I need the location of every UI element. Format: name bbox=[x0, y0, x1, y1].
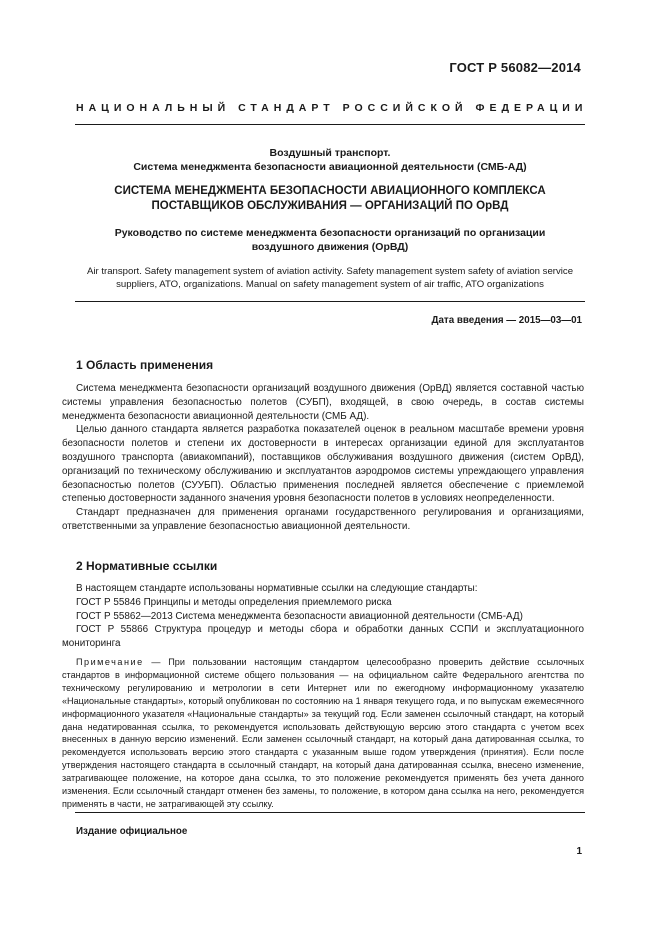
section-1-paragraph-2: Целью данного стандарта является разработка показателей оценок в реальном масштабе времени уровня безопасности полетов и степени их достоверности в интересах организации единой для эксплуатантов воздушного транспорта (авиакомпаний), поставщиков обслуживания воздушного движения (систем ОрВД), организаций по техническому обслуживанию и эксплуатантов аэродромов системы упреждающего управления безопасностью полетов (СУУБП). Областью применения последней является обеспечение с приемлемой степенью достоверности заданного значения уровня безопасности полетов в условиях неопределенности. bbox=[62, 424, 584, 505]
title-line-1: Воздушный транспорт. bbox=[269, 147, 391, 159]
title-sub-line-2: воздушного движения (ОрВД) bbox=[251, 241, 409, 253]
header-rule bbox=[75, 124, 585, 125]
reference-3: ГОСТ Р 55866 Структура процедур и методы сбора и обработки данных ССПИ и эксплуатационного мониторинга bbox=[62, 624, 584, 650]
section-1-paragraph-3: Стандарт предназначен для применения органами государственного регулирования и организациями, ответственными за управление безопасностью авиационной деятельности. bbox=[62, 507, 584, 532]
title-sub-line-1: Руководство по системе менеджмента безопасности организаций по организации bbox=[114, 227, 546, 239]
title-rule bbox=[75, 301, 585, 302]
reference-1: ГОСТ Р 55846 Принципы и методы определения приемлемого риска bbox=[76, 596, 392, 608]
footer-rule bbox=[75, 812, 585, 813]
title-en-line-1: Air transport. Safety management system of aviation activity. Safety management system safety of aviation service bbox=[86, 266, 574, 277]
title-en-line-2: suppliers, ATO, organizations. Manual on safety management system of air traffic, ATO organizations bbox=[116, 279, 544, 290]
section-2-intro: В настоящем стандарте использованы нормативные ссылки на следующие стандарты: bbox=[76, 583, 478, 594]
note-block bbox=[62, 656, 584, 811]
reference-2: ГОСТ Р 55862—2013 Система менеджмента безопасности авиационной деятельности (СМБ-АД) bbox=[76, 610, 523, 622]
title-english bbox=[75, 265, 585, 291]
gost-code: ГОСТ Р 56082—2014 bbox=[449, 60, 581, 75]
introduction-date: Дата введения — 2015—03—01 bbox=[431, 315, 582, 326]
page-number: 1 bbox=[576, 846, 582, 857]
national-standard-banner: НАЦИОНАЛЬНЫЙ СТАНДАРТ РОССИЙСКОЙ ФЕДЕРАЦИИ bbox=[76, 102, 588, 114]
section-2-heading: 2 Нормативные ссылки bbox=[76, 559, 218, 573]
title-line-2: Система менеджмента безопасности авиационной деятельности (СМБ-АД) bbox=[133, 161, 527, 173]
section-2-body bbox=[62, 582, 584, 651]
title-main-line-2: ПОСТАВЩИКОВ ОБСЛУЖИВАНИЯ — ОРГАНИЗАЦИЙ ПО ОрВД bbox=[151, 199, 509, 212]
title-sub bbox=[75, 226, 585, 254]
note-text: — При пользовании настоящим стандартом целесообразно проверить действие ссылочных стандартов в информационной системе общего пользования — на официальном сайте Федерального агентства по техническому регулированию и метрологии в сети Интернет или по ежегодному информационному указателю «Национальные стандарты», который опубликован по состоянию на 1 января текущего года, и по выпускам ежемесячного информационного указателя «Национальные стандарты» за текущий год. Если заменен ссылочный стандарт, на который дана недатированная ссылка, то рекомендуется использовать действующую версию этого стандарта с учетом всех внесенных в данную версию изменений. Если заменен ссылочный стандарт, на который дана датированная ссылка, то рекомендуется использовать версию этого стандарта с указанным выше годом утверждения (принятия). Если после утверждения настоящего стандарта в ссылочный стандарт, на который дана датированная ссылка, внесено изменение, затрагивающее положение, на которое дана ссылка, то это положение рекомендуется применять без учета данного изменения. Если ссылочный стандарт отменен без замены, то положение, в котором дана ссылка на него, рекомендуется применять в части, не затрагивающей эту ссылку. bbox=[62, 657, 584, 809]
section-1-paragraph-1: Система менеджмента безопасности организаций воздушного движения (ОрВД) является составной частью системы управления безопасностью полетов (СУБП), входящей, в свою очередь, в состав системы менеджмента безопасности авиационной деятельности (СМБ АД). bbox=[62, 383, 584, 422]
title-main bbox=[75, 184, 585, 213]
section-1-body bbox=[62, 382, 584, 534]
title-main-line-1: СИСТЕМА МЕНЕДЖМЕНТА БЕЗОПАСНОСТИ АВИАЦИОННОГО КОМПЛЕКСА bbox=[114, 185, 546, 197]
note-paragraph bbox=[62, 656, 584, 811]
edition-label: Издание официальное bbox=[76, 826, 188, 837]
section-1-heading: 1 Область применения bbox=[76, 358, 214, 372]
title-block-1 bbox=[75, 146, 585, 174]
note-label: Примечание bbox=[76, 657, 144, 667]
